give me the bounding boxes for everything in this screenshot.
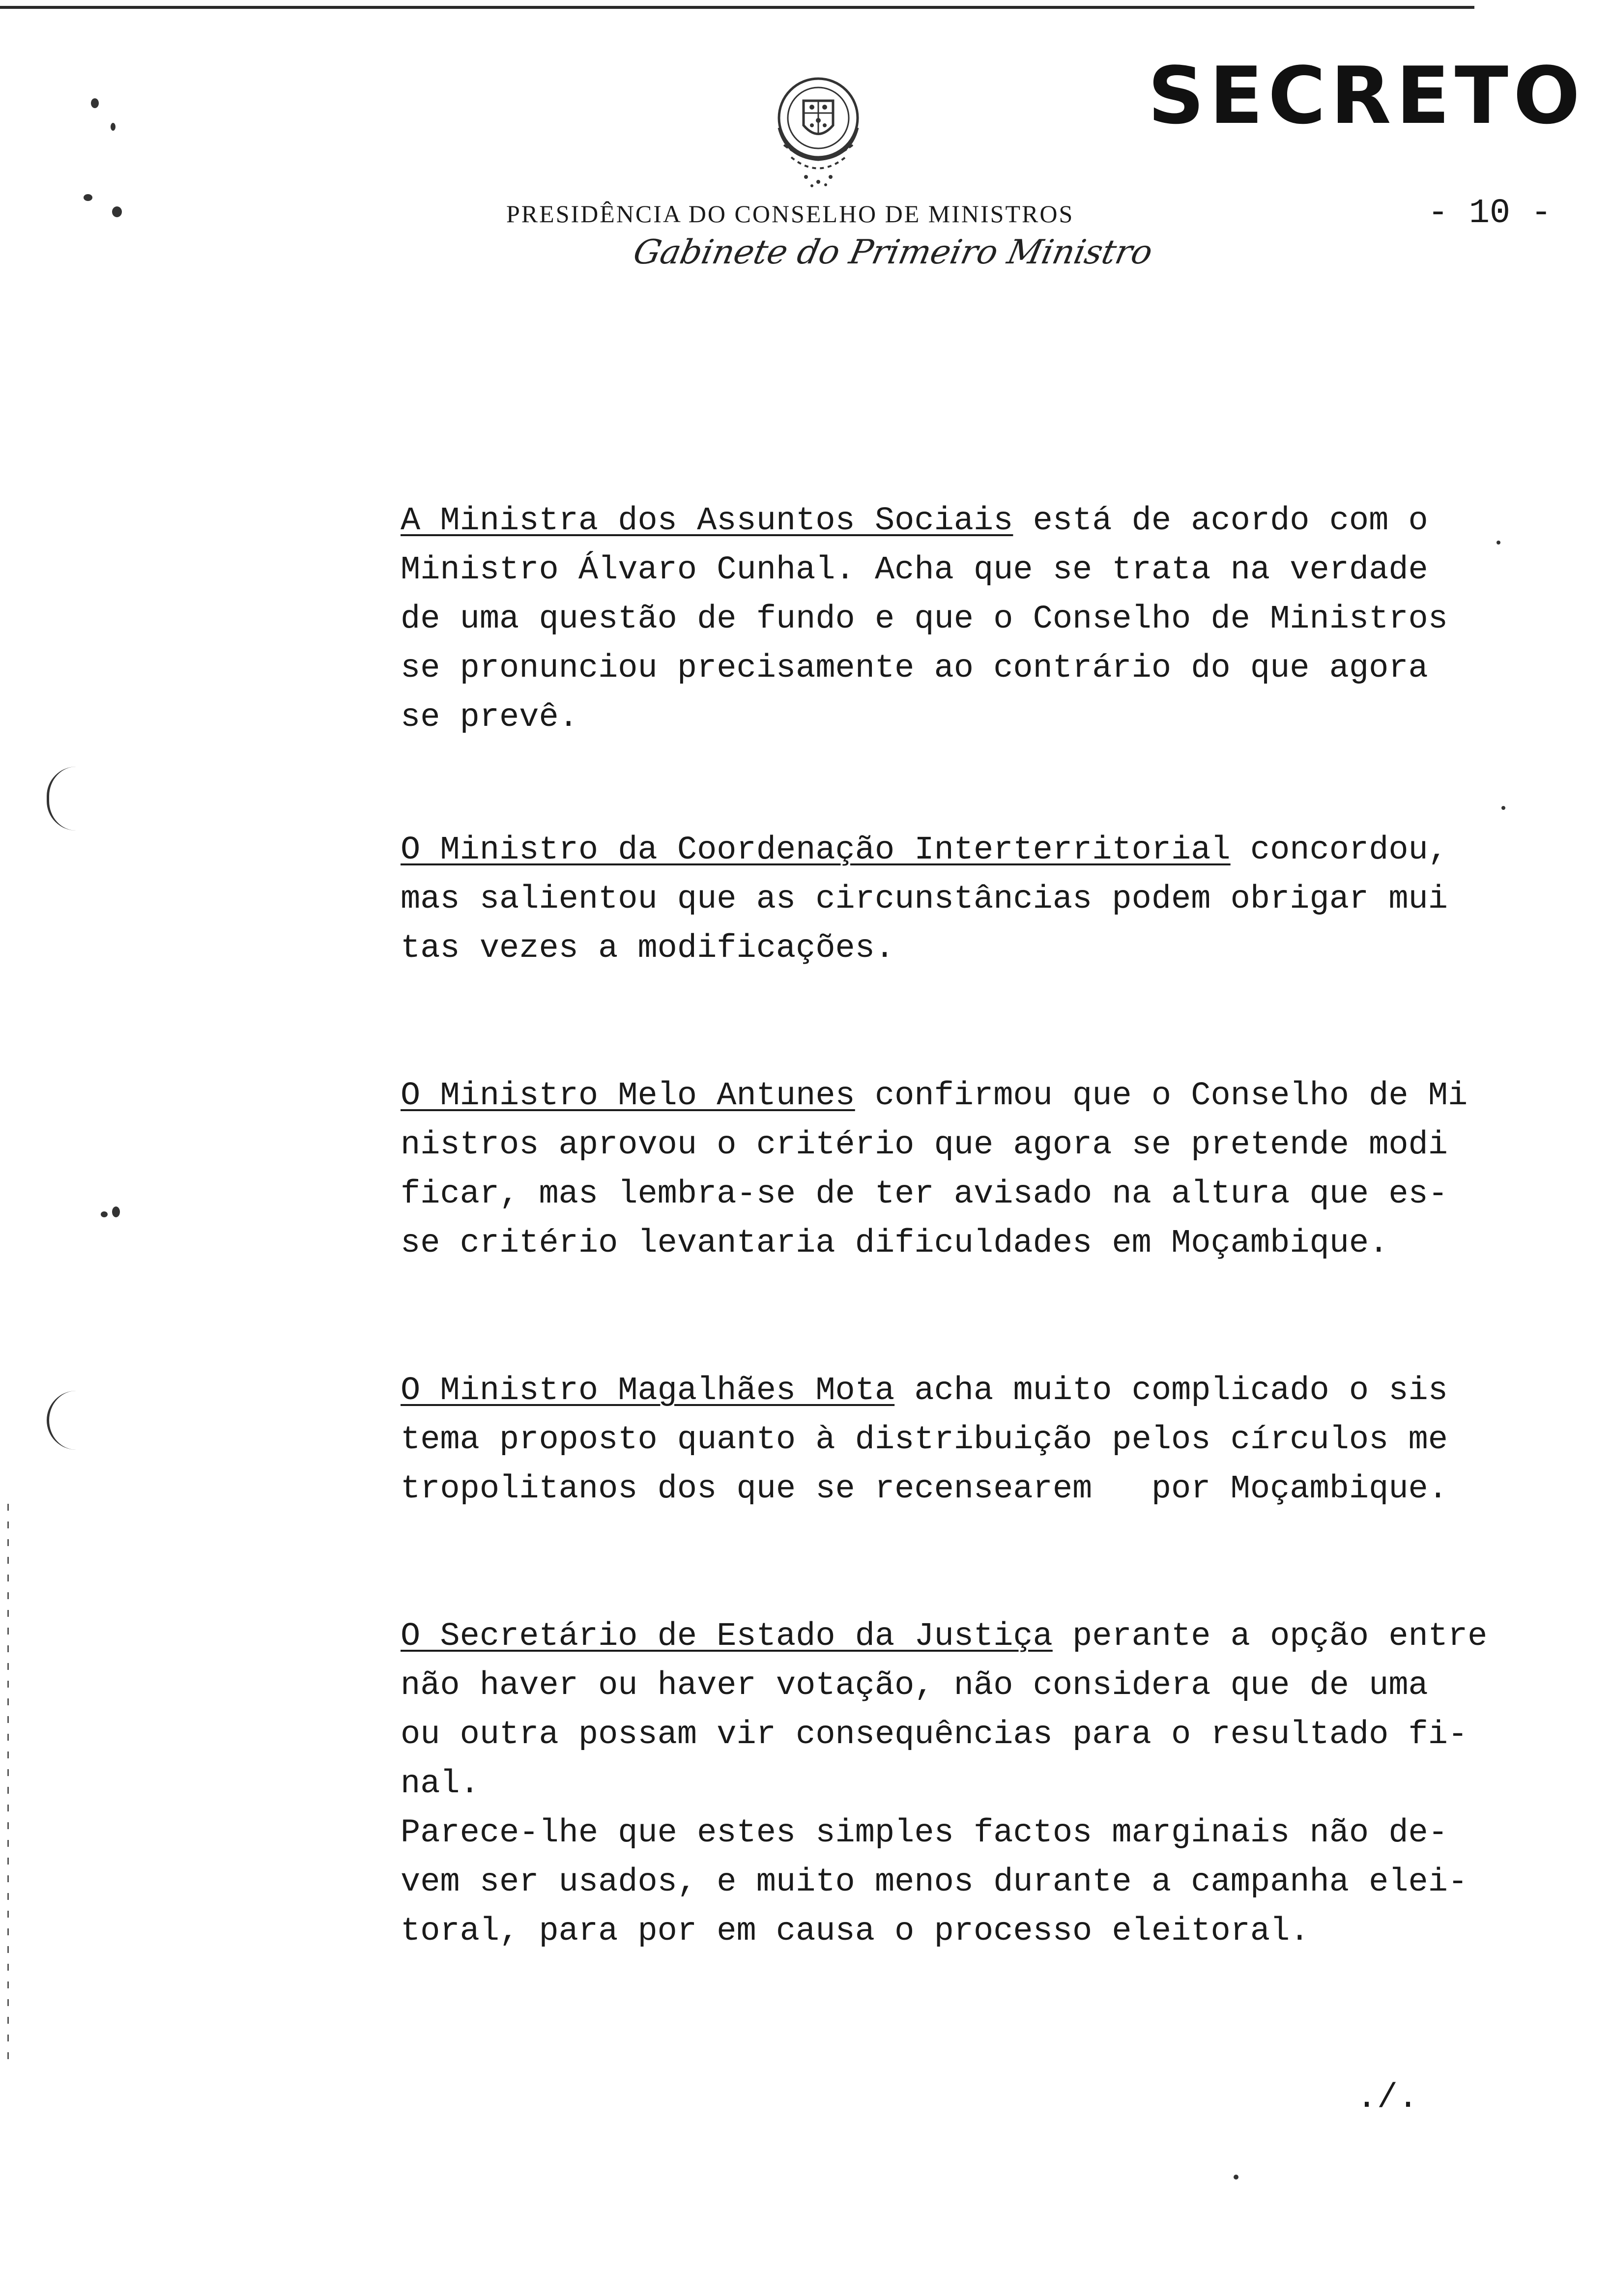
text-line: A Ministra dos Assuntos Sociais está de acordo com o [401, 502, 1428, 540]
scan-speck [1501, 806, 1505, 810]
text-line: mas salientou que as circunstâncias podem obrigar mui [401, 881, 1448, 918]
paragraph [401, 826, 1531, 973]
scan-speck [91, 98, 99, 108]
text-line: não haver ou haver votação, não considera que de uma [401, 1667, 1428, 1704]
text-line: O Secretário de Estado da Justiça perante a opção entre [401, 1618, 1488, 1655]
scan-speck [84, 194, 92, 201]
coat-of-arms-seal [757, 59, 880, 192]
scan-speck [112, 1206, 120, 1217]
text-line: tas vezes a modificações. [401, 930, 895, 967]
speaker-name: O Ministro da Coordenação Interterritorial [401, 832, 1231, 869]
paragraph [401, 1071, 1531, 1268]
paragraph [401, 1612, 1531, 1956]
text-line: ou outra possam vir consequências para o resultado fi- [401, 1716, 1468, 1753]
text-line: Parece-lhe que estes simples factos marginais não de- [401, 1814, 1448, 1852]
punch-hole-mark [47, 767, 79, 831]
scan-speck [1234, 2175, 1238, 2180]
top-rule [0, 6, 1474, 9]
speaker-name: O Ministro Melo Antunes [401, 1077, 855, 1115]
scan-speck [112, 206, 122, 217]
cabinet-name: Gabinete do Primeiro Ministro [630, 233, 1156, 272]
speaker-name: O Secretário de Estado da Justiça [401, 1618, 1053, 1655]
paragraph [401, 1366, 1531, 1514]
text-line: de uma questão de fundo e que o Conselho de Ministros [401, 601, 1448, 638]
text-line: toral, para por em causa o processo eleitoral. [401, 1913, 1310, 1950]
text-line: se pronunciou precisamente ao contrário do que agora [401, 650, 1428, 687]
minutes-body [401, 496, 1531, 1956]
text-line: nal. [401, 1765, 480, 1803]
text-line: O Ministro da Coordenação Interterritorial concordou, [401, 832, 1448, 869]
scan-speck [111, 123, 115, 131]
scan-speck [101, 1211, 108, 1217]
text-line: se critério levantaria dificuldades em Moçambique. [401, 1225, 1389, 1262]
text-line: nistros aprovou o critério que agora se pretende modi [401, 1126, 1448, 1164]
scan-speck [1497, 541, 1500, 545]
text-line: se prevê. [401, 699, 578, 736]
speaker-name: O Ministro Magalhães Mota [401, 1372, 895, 1409]
continuation-mark: ./. [1356, 2079, 1419, 2118]
paragraph [401, 496, 1531, 742]
punch-hole-mark [47, 1391, 79, 1450]
page-number: - 10 - [1428, 194, 1552, 233]
margin-dashes [7, 1504, 9, 2069]
text-line: O Ministro Melo Antunes confirmou que o Conselho de Mi [401, 1077, 1468, 1115]
text-line: vem ser usados, e muito menos durante a campanha elei- [401, 1864, 1468, 1901]
classification-stamp: SECRETO [1148, 50, 1585, 142]
text-line: ficar, mas lembra-se de ter avisado na altura que es- [401, 1176, 1448, 1213]
office-name: PRESIDÊNCIA DO CONSELHO DE MINISTROS [506, 200, 1074, 228]
text-line: tema proposto quanto à distribuição pelos círculos me [401, 1421, 1448, 1459]
text-line: Ministro Álvaro Cunhal. Acha que se trata na verdade [401, 551, 1428, 589]
text-line: tropolitanos dos que se recensearem por Moçambique. [401, 1470, 1448, 1508]
speaker-name: A Ministra dos Assuntos Sociais [401, 502, 1013, 540]
text-line: O Ministro Magalhães Mota acha muito complicado o sis [401, 1372, 1448, 1409]
